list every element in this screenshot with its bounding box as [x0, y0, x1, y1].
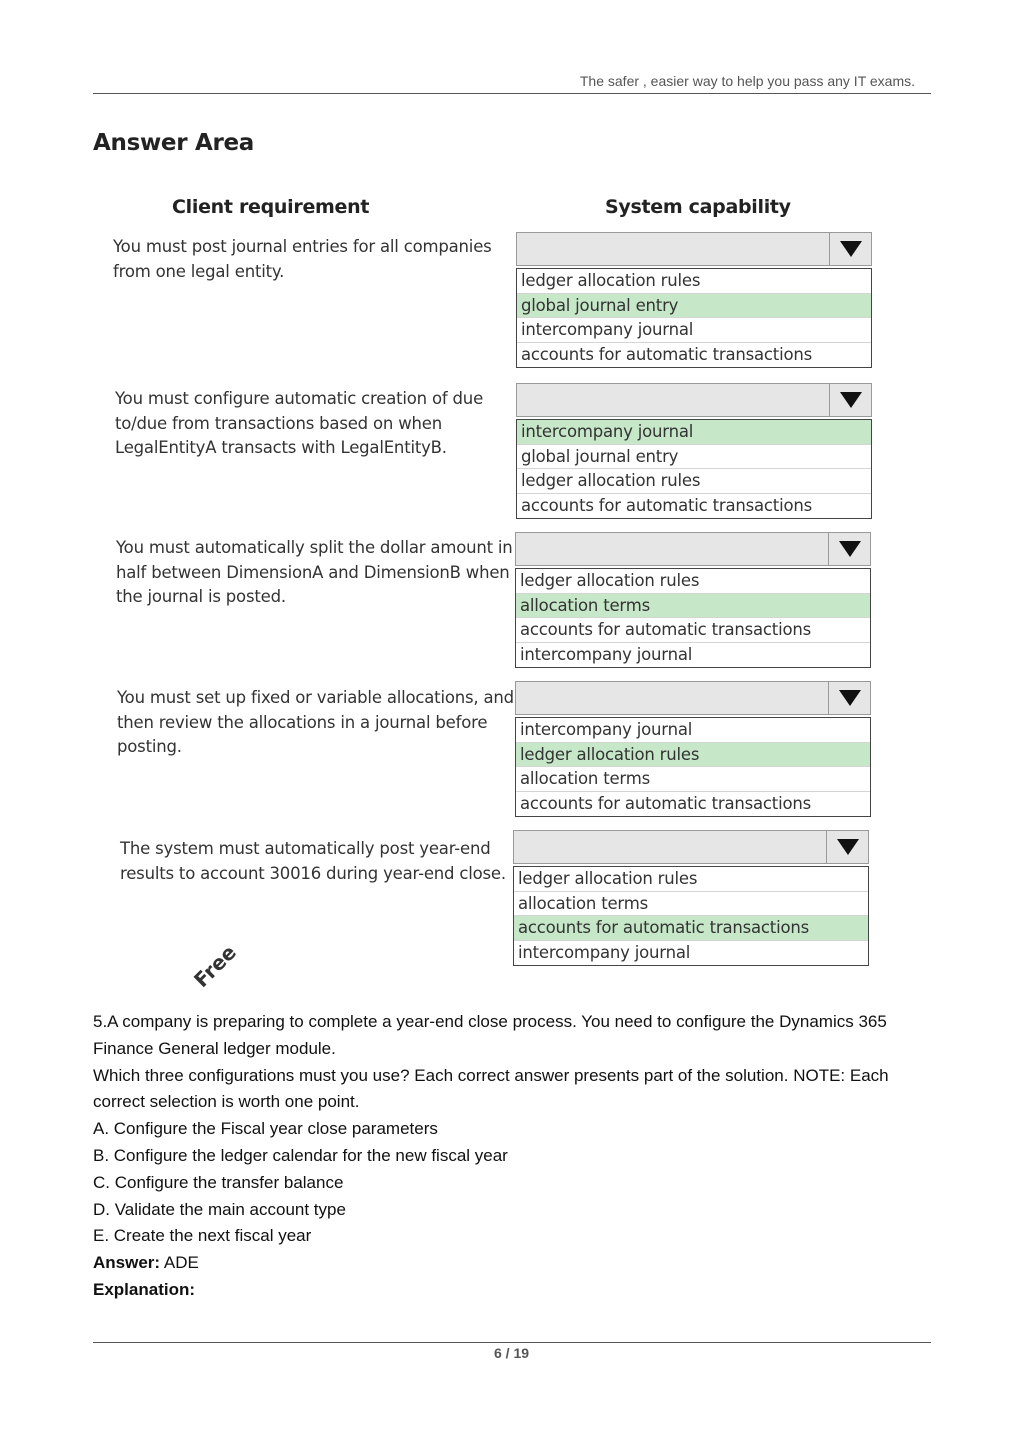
dropdown-arrow-button[interactable]: [828, 682, 870, 714]
dropdown-arrow-button[interactable]: [826, 831, 868, 863]
requirement-text: You must post journal entries for all companies from one legal entity.: [113, 237, 492, 281]
explanation-line: [93, 1277, 933, 1304]
capability-dropdown[interactable]: [516, 232, 872, 368]
requirement-text: You must set up fixed or variable allocations, and then review the allocations in a journal before posting.: [117, 688, 514, 756]
choice-d: D. Validate the main account type: [93, 1199, 346, 1219]
choice-c: C. Configure the transfer balance: [93, 1172, 344, 1192]
dropdown-option[interactable]: ledger allocation rules: [514, 867, 868, 892]
dropdown-option[interactable]: accounts for automatic transactions: [516, 618, 870, 643]
system-capability-heading: System capability: [605, 196, 791, 218]
watermark: Free: [189, 940, 241, 992]
dropdown-option[interactable]: intercompany journal: [520, 644, 693, 664]
dropdown-option-selected[interactable]: accounts for automatic transactions: [514, 916, 868, 941]
answer-label: Answer:: [93, 1253, 161, 1273]
dropdown-option[interactable]: ledger allocation rules: [517, 269, 871, 294]
dropdown-option[interactable]: accounts for automatic transactions: [521, 344, 812, 364]
page-number: 6 / 19: [493, 1345, 530, 1361]
question-stem: 5.A company is preparing to complete a year-end close process. You need to configure the Dynamics 365 Finance General ledger module.: [93, 1012, 887, 1058]
dropdown-arrow-button[interactable]: [828, 533, 870, 565]
dropdown-option[interactable]: intercompany journal: [516, 718, 870, 743]
dropdown-selected-box[interactable]: [516, 383, 872, 417]
dropdown-options-list: [515, 568, 871, 668]
dropdown-option[interactable]: allocation terms: [514, 892, 868, 917]
footer-rule: [93, 1342, 931, 1343]
answer-value: ADE: [163, 1253, 199, 1273]
question-instruction: Which three configurations must you use? Each correct answer presents part of the solution. NOTE: Each correct selection is worth one point.: [93, 1065, 889, 1112]
triangle-down-icon: [837, 839, 859, 855]
dropdown-option-selected[interactable]: intercompany journal: [517, 420, 871, 445]
answer-area-title: Answer Area: [93, 130, 255, 156]
capability-dropdown[interactable]: [513, 830, 869, 966]
explanation-label: Explanation:: [93, 1279, 196, 1299]
dropdown-options-list: [513, 866, 869, 966]
choice-b: B. Configure the ledger calendar for the new fiscal year: [93, 1145, 508, 1165]
dropdown-selected-box[interactable]: [515, 532, 871, 566]
dropdown-options-list: [516, 419, 872, 519]
choice-a: A. Configure the Fiscal year close parameters: [93, 1119, 438, 1139]
dropdown-option[interactable]: ledger allocation rules: [517, 469, 871, 494]
choice-e: E. Create the next fiscal year: [93, 1226, 312, 1246]
requirement-text: The system must automatically post year-end results to account 30016 during year-end close.: [120, 839, 506, 883]
dropdown-option-selected[interactable]: allocation terms: [516, 594, 870, 619]
requirement-text: You must automatically split the dollar amount in half between DimensionA and DimensionB when the journal is posted.: [116, 538, 513, 606]
dropdown-arrow-button[interactable]: [829, 384, 871, 416]
dropdown-option[interactable]: intercompany journal: [518, 942, 691, 962]
dropdown-option[interactable]: accounts for automatic transactions: [521, 495, 812, 515]
requirement-text: You must configure automatic creation of due to/due from transactions based on when LegalEntityA transacts with LegalEntityB.: [115, 389, 484, 457]
triangle-down-icon: [839, 541, 861, 557]
dropdown-option[interactable]: allocation terms: [516, 767, 870, 792]
capability-dropdown[interactable]: [515, 532, 871, 668]
triangle-down-icon: [839, 690, 861, 706]
dropdown-option[interactable]: accounts for automatic transactions: [520, 793, 811, 813]
dropdown-selected-box[interactable]: [513, 830, 869, 864]
client-requirement-heading: Client requirement: [172, 196, 370, 218]
dropdown-option[interactable]: global journal entry: [517, 445, 871, 470]
dropdown-option-selected[interactable]: global journal entry: [517, 294, 871, 319]
dropdown-option-selected[interactable]: ledger allocation rules: [516, 743, 870, 768]
capability-dropdown[interactable]: [516, 383, 872, 519]
answer-line: [93, 1250, 933, 1277]
dropdown-selected-box[interactable]: [515, 681, 871, 715]
capability-dropdown[interactable]: [515, 681, 871, 817]
dropdown-arrow-button[interactable]: [829, 233, 871, 265]
dropdown-selected-box[interactable]: [516, 232, 872, 266]
dropdown-options-list: [515, 717, 871, 817]
page-header-tagline: The safer , easier way to help you pass any IT exams.: [579, 73, 915, 89]
header-rule: [93, 93, 931, 94]
dropdown-option[interactable]: ledger allocation rules: [516, 569, 870, 594]
question-block: [93, 1009, 933, 1304]
triangle-down-icon: [840, 392, 862, 408]
dropdown-options-list: [516, 268, 872, 368]
triangle-down-icon: [840, 241, 862, 257]
dropdown-option[interactable]: intercompany journal: [517, 318, 871, 343]
